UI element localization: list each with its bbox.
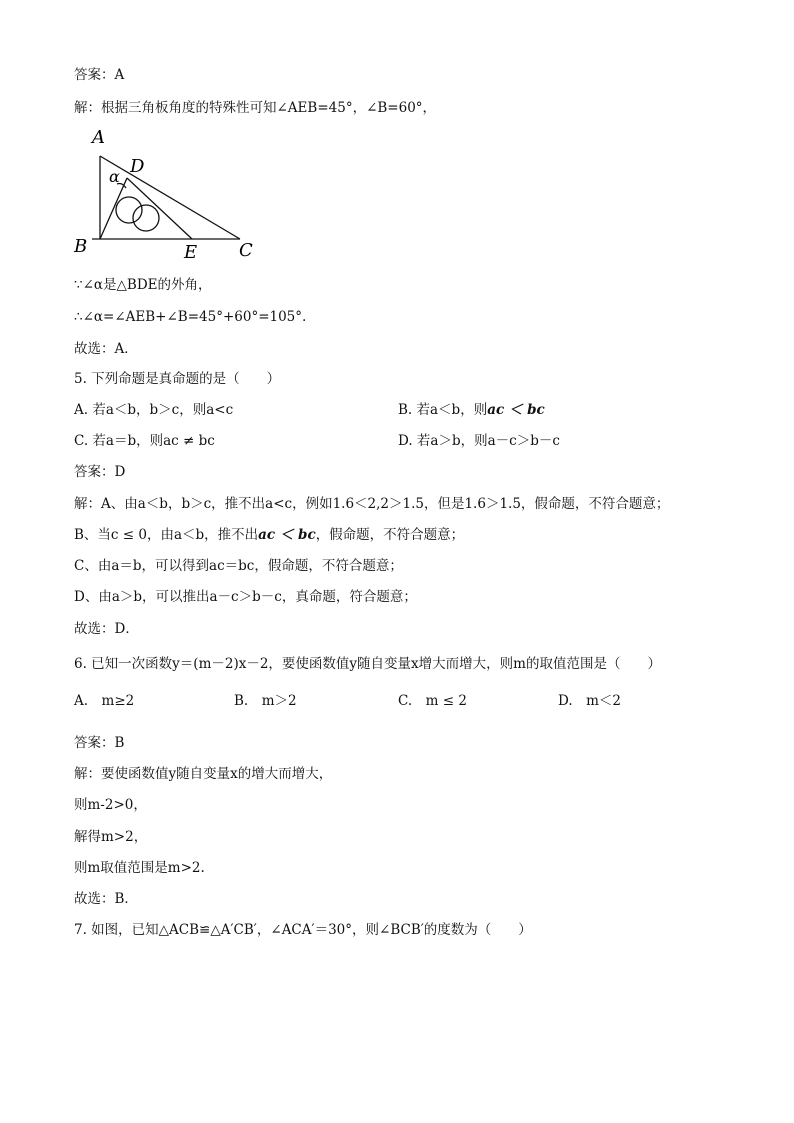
segment-bd [100,178,127,239]
triangle-figure [72,126,262,264]
q5-option-b [398,401,545,419]
q4-choose: 故选：A． [74,341,138,357]
q7-question: 7. 如图，已知△ACB≌△A′CB′，∠ACA′＝30°，则∠BCB′的度数为（ ） [74,922,532,938]
q5-option-d: D. 若a＞b，则a－c＞b－c [398,433,560,449]
label-e: E [184,242,198,263]
label-a: A [92,127,105,148]
q4-therefore: ∴∠α=∠AEB+∠B=45°+60°=105°. [74,309,307,325]
q4-because: ∵∠α是△BDE的外角， [74,277,212,293]
circle-1 [116,197,142,223]
q6-question: 6. 已知一次函数y＝(m－2)x－2，要使函数值y随自变量x增大而增大，则m的取值范围是（ ） [74,656,661,672]
q5-solution-b-math: ac ＜ bc [258,527,316,543]
q5-solution-c: C、由a＝b，可以得到ac＝bc，假命题，不符合题意； [74,558,403,574]
label-c: C [239,240,253,261]
q5-solution-b [74,526,464,544]
q5-answer: 答案：D [74,464,126,480]
q5-solution-b-suffix: ，假命题，不符合题意； [315,527,465,543]
q5-option-c: C. 若a＝b，则ac ≠ bc [74,433,215,449]
q6-option-d: D. m＜2 [558,693,622,709]
q5-option-b-prefix: B. 若a＜b，则 [398,402,488,418]
q5-option-b-math: ac ＜ bc [487,402,545,418]
q4-answer: 答案：A [74,67,125,83]
label-alpha: α [109,167,120,186]
q6-choose: 故选：B． [74,891,138,907]
q6-option-a: A. m≥2 [74,693,135,709]
q5-option-a: A. 若a＜b，b＞c，则a<c [74,402,234,418]
circle-2 [133,205,159,231]
q5-solution-d: D、由a＞b，可以推出a－c＞b－c，真命题，符合题意； [74,589,417,605]
segment-ac [100,156,240,239]
q6-solution-2: 则m-2>0， [74,797,147,813]
q6-solution-4: 则m取值范围是m>2. [74,860,205,876]
q5-solution-b-prefix: B、当c ≤ 0，由a＜b，推不出 [74,527,259,543]
q6-solution-3: 解得m>2， [74,829,148,845]
q6-option-b: B. m＞2 [234,693,297,709]
q6-option-c: C. m ≤ 2 [398,693,467,709]
q6-answer: 答案：B [74,735,125,751]
label-d: D [130,156,145,177]
q6-solution-1: 解：要使函数值y随自变量x的增大而增大， [74,766,333,782]
q4-solution-intro: 解：根据三角板角度的特殊性可知∠AEB=45°，∠B=60°， [74,100,437,116]
q5-question: 5. 下列命题是真命题的是（ ） [74,371,281,387]
q5-choose: 故选：D． [74,621,139,637]
q5-solution-a: 解：A、由a＜b，b＞c，推不出a<c，例如1.6＜2,2＞1.5，但是1.6＞1.5，假命题，不符合题意； [74,496,670,512]
label-b: B [74,236,88,257]
